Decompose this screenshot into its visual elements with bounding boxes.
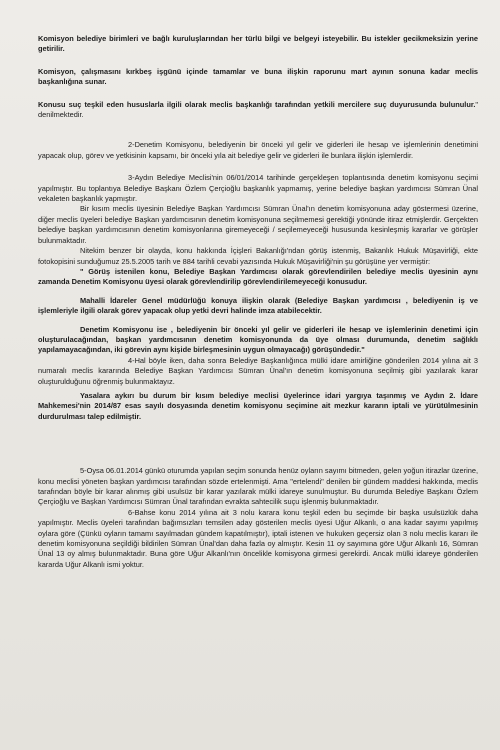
paragraph-item-6: 6-Bahse konu 2014 yılına ait 3 nolu karara konu teşkil eden bu seçimde bir başka usulsüzlük daha yapılmıştır. Meclis üyeleri tarafından bağımsızları temsilen aday gösterilen meclis üyesi Uğur Alkanlı, o ana kadar sayımı yapılmış oylara göre (Çünkü oyların tamamı sayılmadan gündem kapatılmıştır), iptali istenen ve hukuken geçersiz olan 3 nolu meclis kararı ile denetim komisyonuna seçildiği bildirilen Sümran Ünal'dan daha fazla oy almıştır. Kesin 11 oy sayımına göre Uğur Alkanlı 16, Sümran Ünal 13 oy almış bulunmaktadır. Buna göre Uğur Alkanlı'nın öncelikle komisyona girmesi gerekirdi. Ancak mülki idareye gönderilen kararda Uğur Alkanlı ismi yoktur. (38, 507, 478, 569)
paragraph-crime-notice-bold: Konusu suç teşkil eden hususlarla ilgili olarak meclis başkanlığı tarafından yetkili mercilere suç duyurusunda bulunulur. (38, 99, 476, 109)
paragraph-quote-directorate: Mahalli İdareler Genel müdürlüğü konuya ilişkin olarak (Belediye Başkan yardımcısı , belediyenin iş ve işlemleriyle ilgili olarak görev yapacak olup yetki devri halinde imza atabilecektir. (38, 295, 478, 316)
paragraph-item-3: 3-Aydın Belediye Meclisi'nin 06/01/2014 tarihinde gerçekleşen toplantısında denetim komisyonu seçimi yapılmıştır. Bu toplantıya Belediye Başkanı Özlem Çerçioğlu başkanlık yapmamış, yerine belediye başkan yardımcısı Sümran Ünal vekaleten başkanlık yapmıştır. (38, 173, 478, 204)
paragraph-commission-info-request: Komisyon belediye birimleri ve bağlı kuruluşlarından her türlü bilgi ve belgeyi isteyebilir. Bu istekler gecikmeksizin yerine getirilir. (38, 34, 478, 54)
paragraph-lawsuit: Yasalara aykırı bu durum bir kısım belediye meclisi üyelerince idari yargıya taşınmış ve Aydın 2. İdare Mahkemesi'nin 2014/87 esas sayılı dosyasında denetim komisyonu seçimine ait mezkur kararın iptali ve yürütülmesinin durdurulması talep edilmiştir. (38, 390, 478, 421)
paragraph-ministry-opinion: Nitekim benzer bir olayda, konu hakkında İçişleri Bakanlığı'ndan görüş istenmiş, Bakanlık Hukuk Müşavirliği, ekte fotokopisini sunduğumuz 25.5.2005 tarih ve 884 tarihli cevabi yazısında Hukuk Müşavirliği'nin şu görüşüne yer vermiştir: (38, 246, 478, 266)
paragraph-item-2: 2-Denetim Komisyonu, belediyenin bir önceki yıl gelir ve giderleri ile hesap ve işlemlerinin denetimini yapacak olup, görev ve yetkisinin kapsamı, bir önceki yıla ait belediye gelir ve giderleri ile bunlara ilişkin işlemlerdir. (38, 140, 478, 160)
paragraph-commission-report: Komisyon, çalışmasını kırkbeş işgünü içinde tamamlar ve buna ilişkin raporunu mart ayının sonuna kadar meclis başkanlığına sunar. (38, 66, 478, 87)
paragraph-item-4: 4-Hal böyle iken, daha sonra Belediye Başkanlığınca mülki idare amirliğine gönderilen 2014 yılına ait 3 numaralı meclis kararında Belediye Başkan Yardımcısı Sümran Ünal'ın denetim komisyonuna seçilmiş gibi yazılarak karar oluşturulduğunu öğrenmiş bulunmaktayız. (38, 355, 478, 386)
paragraph-quote-question: " Görüş istenilen konu, Belediye Başkan Yardımcısı olarak görevlendirilen belediye meclis üyesinin aynı zamanda Denetim Komisyonu üyesi olarak görevlendirilip görevlendirilemeyeceği konusudur. (38, 266, 478, 287)
paragraph-crime-notice (38, 100, 478, 121)
paragraph-crime-notice-tail: " denilmektedir. (38, 99, 478, 120)
paragraph-quote-commission: Denetim Komisyonu ise , belediyenin bir önceki yıl gelir ve giderleri ile hesap ve işlemlerinin denetimi için oluşturulacağından, başkan yardımcısının denetim komisyonunda da üye olması durumunda, denetim sağlıklı yapılamayacağından, iki görevin aynı kişide birleşmesinin uygun olmayacağı) görüşündedir." (38, 324, 478, 355)
paragraph-item-5: 5-Oysa 06.01.2014 günkü oturumda yapılan seçim sonunda henüz oyların sayımı bitmeden, gelen yoğun itirazlar üzerine, konu meclisi yöneten başkan yardımcısı tarafından sözde ertelenmişti. Ama "ertelendi" denilen bir gündem maddesi hakkında, meclis tarafından böyle bir karar alınmış gibi usulsüz bir karar yazılarak mülki idareye sunulmuştur. Bu durumda Belediye Başkanı Özlem Çerçioğlu ve Başkan Yardımcısı Sümran Ünal tarafından evrakta sahtecilik suçu işlenmiş bulunmaktadır. (38, 466, 478, 507)
paragraph-objection: Bir kısım meclis üyesinin Belediye Başkan Yardımcısı Sümran Ünal'ın denetim komisyonuna aday göstermesi üzerine, diğer meclis üyeleri belediye Başkan yardımcısının denetim komisyonuna seçilmemesi gerektiği yönünde itiraz etmişlerdir. Gerçekten belediye başkan yardımcısının denetim komisyonlarına giremeyeceği / seçilemeyeceği hususunda kesinleşmiş kararlar ve görüşler bulunmaktadır. (38, 204, 478, 245)
